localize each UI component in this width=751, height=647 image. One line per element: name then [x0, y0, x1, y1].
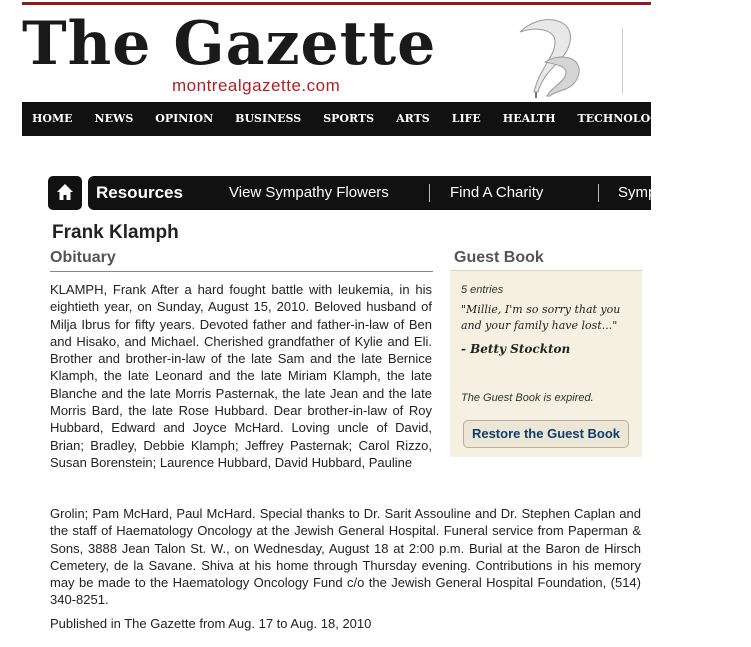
view-sympathy-flowers-link[interactable]: View Sympathy Flowers — [229, 184, 389, 201]
home-button[interactable] — [48, 176, 82, 210]
guestbook-expired-note: The Guest Book is expired. — [461, 392, 594, 404]
home-icon — [56, 183, 74, 201]
find-a-charity-link[interactable]: Find A Charity — [450, 184, 544, 201]
nav-sports[interactable]: SPORTS — [323, 112, 375, 125]
obituary-text-continued: Grolin; Pam McHard, Paul McHard. Special thanks to Dr. Sarit Assouline and Dr. Stephen Caplan and the staff of Haematology Oncology at the Jewish General Hospital. Funeral service from Paperman & Sons, 3888 Jean Talon St. W., on Wednesday, August 18 at 2:00 p.m. Burial at the Baron de Hirsch Cemetery, de la Savane. Shiva at his home through Thursday evening. Contributions in his memory may be made to the Haematology Oncology Fund c/o the Jewish General Hospital Foundation, (514) 340-8251. — [50, 506, 641, 608]
masthead-divider — [622, 28, 623, 94]
guestbook-author: - Betty Stockton — [461, 342, 571, 356]
masthead — [22, 8, 651, 100]
gazette-logo[interactable]: The Gazette — [22, 9, 437, 79]
publication-note: Published in The Gazette from Aug. 17 to Aug. 18, 2010 — [50, 616, 372, 631]
resources-bar — [48, 176, 657, 210]
nav-travel[interactable]: TRAVEL — [689, 112, 740, 125]
top-rule — [22, 2, 651, 5]
nav-news[interactable]: NEWS — [94, 112, 134, 125]
site-url[interactable]: montrealgazette.com — [172, 76, 341, 95]
nav-arts[interactable]: ARTS — [396, 112, 430, 125]
guestbook-heading: Guest Book — [454, 249, 544, 266]
resources-title: Resources — [96, 183, 183, 202]
main-nav — [22, 102, 740, 136]
nav-health[interactable]: HEALTH — [502, 112, 556, 125]
obituary-heading: Obituary — [50, 249, 433, 272]
obituary-text: KLAMPH, Frank After a hard fought battle with leukemia, in his eightieth year, on Sunday, August 15, 2010. Beloved husband of Milja Ibrus for fifty years. Devoted father and father-in-law of Ben and Hisako, and Michael. Cherished grandfather of Kylie and Eli. Brother and brother-in-law of the late Sam and the late Bernice Klamph, the late Leonard and the late Miriam Klamph, the late Blanche and the late Morris Pasternak, the late Jean and the late Morris Bard, the late Rose Hubbard. Dear brother-in-law of Roy Hubbard, Edward and Joyce McHard. Loving uncle of David, Brian; Bradley, Debbie Klamph; Jeffrey Pasternak; Carol Rizzo, Susan Borenstein; Laurence Hubbard, David Hubbard, Pauline — [50, 282, 432, 470]
calla-lily-icon — [500, 12, 590, 98]
resources-separator — [598, 184, 599, 202]
resources-separator — [429, 184, 430, 202]
nav-home[interactable]: HOME — [32, 112, 73, 125]
guestbook-box — [450, 270, 642, 457]
guestbook-entry-count[interactable]: 5 entries — [461, 284, 504, 296]
resources-strip — [88, 176, 657, 210]
deceased-name: Frank Klamph — [52, 222, 179, 243]
sympathy-link[interactable]: Symp — [618, 184, 657, 201]
nav-life[interactable]: LIFE — [451, 112, 481, 125]
restore-guestbook-button[interactable]: Restore the Guest Book — [463, 420, 629, 448]
nav-opinion[interactable]: OPINION — [155, 112, 214, 125]
guestbook-quote[interactable]: "Millie, I'm so sorry that you and your family have lost..." — [461, 303, 621, 332]
nav-technology[interactable]: TECHNOLOGY — [577, 112, 668, 125]
nav-business[interactable]: BUSINESS — [235, 112, 302, 125]
